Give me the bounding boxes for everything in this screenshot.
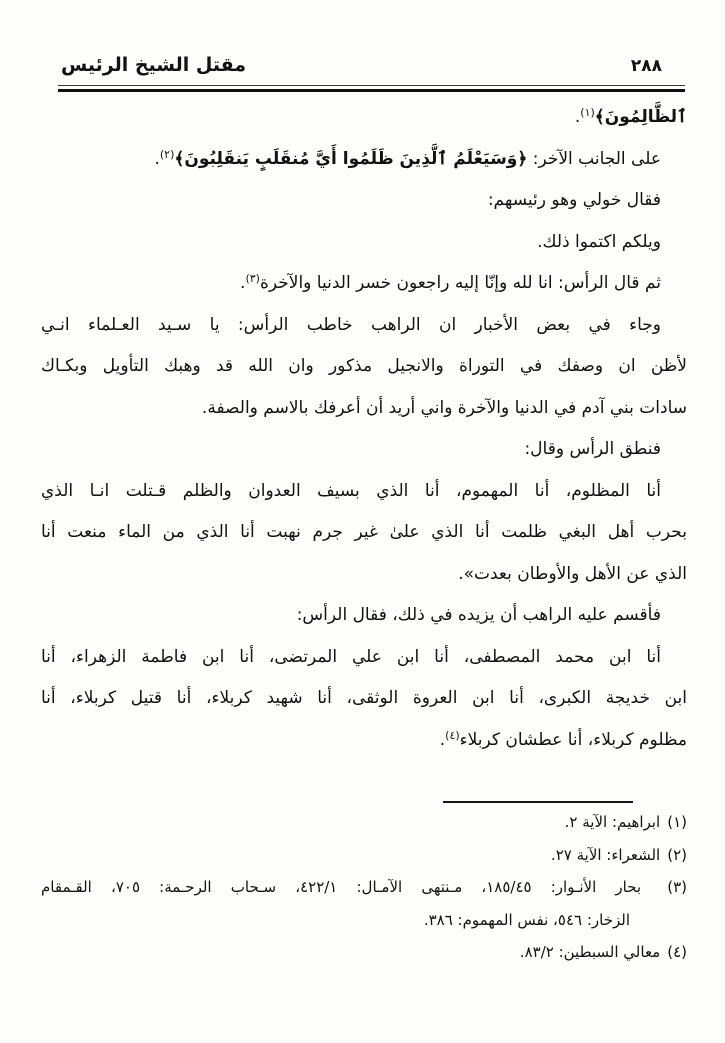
body-line <box>41 180 687 222</box>
footnote-text: الشعراء: الآية ٢٧. <box>550 845 661 864</box>
footnote-line <box>41 871 687 904</box>
line-text: فنطق الرأس وقال: <box>524 439 661 459</box>
body-line <box>41 637 687 679</box>
body-line <box>41 595 687 637</box>
line-text: أنا المظلوم، أنا المهموم، أنا الذي بسيف العدوان والظلم قـتلت انـا الذي <box>41 480 661 501</box>
line-text: فأقسم عليه الراهب أن يزيده في ذلك، فقال الرأس: <box>296 605 661 625</box>
footnote-separator <box>443 801 633 803</box>
footnotes <box>41 806 687 969</box>
body-line <box>41 263 687 305</box>
line-text: ويلكم اكتموا ذلك. <box>537 231 661 252</box>
line-text: . <box>574 107 581 127</box>
body-line <box>41 512 687 554</box>
line-text: لأظن ان وصفك في التوراة والانجيل مذكور وان الله قد وهبك التأويل وبكـاك <box>41 356 687 376</box>
header-rule <box>58 85 685 92</box>
line-text: . <box>240 273 246 293</box>
body-line <box>41 388 687 430</box>
header-title: مقتل الشيخ الرئيس <box>61 54 247 76</box>
line-text: الذي عن الأهل والأوطان بعدت». <box>458 563 687 584</box>
body-line <box>41 678 687 720</box>
body-text <box>41 97 687 761</box>
line-text: بحرب أهل البغي ظلمت أنا الذي علىٰ غير جرم نهبت أنا الذي من الماء منعت أنا <box>41 522 687 542</box>
body-line <box>41 222 687 264</box>
line-text: سادات بني آدم في الدنيا والآخرة واني أريد أن أعرفك بالاسم والصفة. <box>201 397 687 418</box>
footnote-ref: (٣) <box>245 272 260 285</box>
footnote-ref: (٢) <box>159 147 175 161</box>
footnote-text: ابراهيم: الآية ٢. <box>564 813 661 831</box>
footnote-line <box>41 904 687 937</box>
footnote-marker: (٣) <box>667 878 687 896</box>
footnote-line <box>41 936 687 969</box>
body-line <box>41 429 687 471</box>
footnote-marker: (٢) <box>667 845 687 864</box>
line-text: . <box>439 729 446 750</box>
body-line <box>41 97 687 139</box>
footnote-text: الزخار: ٥٤٦، نفس المهموم: ٣٨٦. <box>423 910 630 929</box>
line-text: ثم قال الرأس: انا لله وإنّا إليه راجعون خسر الدنيا والآخرة <box>259 273 661 293</box>
body-line <box>41 305 687 347</box>
line-text: . <box>154 148 160 169</box>
body-line <box>41 139 687 181</box>
line-text: مظلوم كربلاء، أنا عطشان كربلاء <box>459 729 687 750</box>
line-text: وجاء في بعض الأخبار ان الراهب خاطب الرأس: يا سـيد العـلماء انـي <box>41 314 661 335</box>
footnote-line <box>41 839 687 872</box>
body-line <box>41 720 687 762</box>
footnote-text: معالي السبطين: ٨٣/٢. <box>519 943 661 961</box>
body-line <box>41 471 687 513</box>
body-line <box>41 346 687 388</box>
quran-verse: ﴿وَسَيَعْلَمُ ٱلَّذِينَ ظَلَمُوا أَيَّ مُنقَلَبٍ يَنقَلِبُونَ﴾ <box>174 148 528 169</box>
body-line <box>41 554 687 596</box>
line-text: ابن خديجة الكبرى، أنا ابن العروة الوثقى، أنا شهيد كربلاء، أنا قتيل كربلاء، أنا <box>41 688 687 708</box>
footnote-line <box>41 806 687 839</box>
line-text: على الجانب الآخر: <box>527 148 661 169</box>
footnote-marker: (١) <box>667 813 687 831</box>
quran-verse: ٱلظَّالِمُونَ﴾ <box>594 107 687 127</box>
line-text: فقال خولي وهو رئيسهم: <box>487 190 661 210</box>
page-number: ٢٨٨ <box>630 56 662 76</box>
footnote-text: بحار الأنـوار: ١٨٥/٤٥، مـنتهى الآمـال: ٤٢٢/١، سـحاب الرحـمة: ٧٠٥، القـمقام <box>41 878 642 896</box>
footnote-ref: (٤) <box>445 728 460 742</box>
footnote-ref: (١) <box>580 106 595 119</box>
footnote-marker: (٤) <box>667 943 687 961</box>
line-text: أنا ابن محمد المصطفى، أنا ابن علي المرتضى، أنا ابن فاطمة الزهراء، أنا <box>41 646 661 667</box>
